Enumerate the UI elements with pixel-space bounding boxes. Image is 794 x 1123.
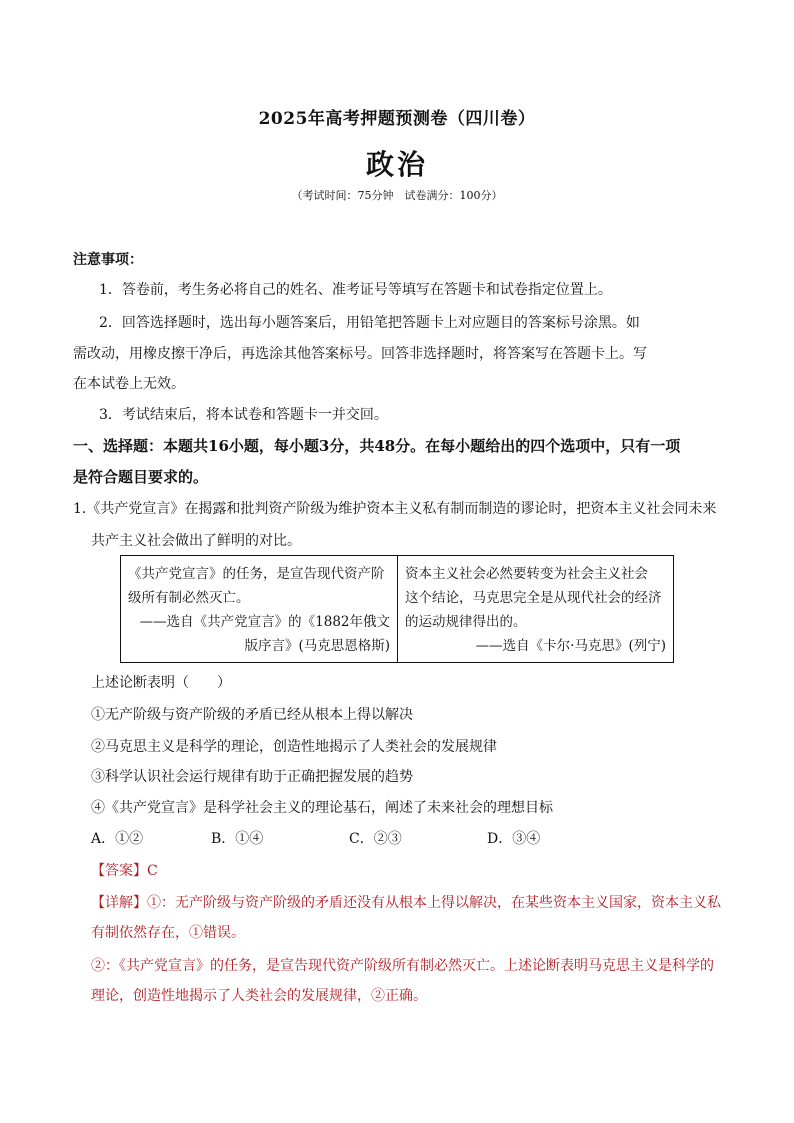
quote-cell-left bbox=[121, 556, 398, 662]
quote-text: 《共产党宣言》的任务，是宣告现代资产阶 bbox=[128, 566, 385, 582]
answer-label: 【答案】C bbox=[91, 863, 158, 879]
question-stem-cont: 共产主义社会做出了鲜明的对比。 bbox=[91, 533, 301, 549]
option-b: B．①④ bbox=[211, 831, 264, 847]
detail-line: 理论，创造性地揭示了人类社会的发展规律，②正确。 bbox=[91, 988, 427, 1004]
notes-line: 3．考试结束后，将本试卷和答题卡一并交回。 bbox=[99, 407, 388, 423]
quote-text: 的运动规律得出的。 bbox=[405, 614, 527, 630]
detail-text: ①：无产阶级与资产阶级的矛盾还没有从根本上得以解决，在某些资本主义国家，资本主义私 bbox=[147, 895, 721, 911]
quote-source: ——选自《卡尔·马克思》(列宁) bbox=[475, 638, 666, 654]
notes-line: 2．回答选择题时，选出每小题答案后，用铅笔把答题卡上对应题目的答案标号涂黑。如 bbox=[99, 315, 640, 331]
exam-meta: （考试时间：75分钟 试卷满分：100分） bbox=[291, 189, 503, 202]
exam-title: 2025年高考押题预测卷（四川卷） bbox=[258, 109, 536, 129]
option-c: C．②③ bbox=[349, 831, 402, 847]
statement-item: ④《共产党宣言》是科学社会主义的理论基石，阐述了未来社会的理想目标 bbox=[91, 800, 553, 816]
detail-line: ②：《共产党宣言》的任务，是宣告现代资产阶级所有制必然灭亡。上述论断表明马克思主义是科学的 bbox=[91, 958, 714, 974]
statement-item: ①无产阶级与资产阶级的矛盾已经从根本上得以解决 bbox=[91, 707, 413, 723]
quote-cell-right bbox=[398, 556, 673, 662]
detail-label: 【详解】 bbox=[91, 895, 147, 911]
statement-item: ②马克思主义是科学的理论，创造性地揭示了人类社会的发展规律 bbox=[91, 739, 497, 755]
quote-table bbox=[120, 555, 674, 663]
quote-text: 级所有制必然灭亡。 bbox=[128, 590, 250, 606]
quote-text: 这个结论，马克思完全是从现代社会的经济 bbox=[405, 590, 662, 606]
section-heading: 一、选择题：本题共16小题，每小题3分，共48分。在每小题给出的四个选项中，只有一项 bbox=[73, 437, 681, 455]
quote-source: ——选自《共产党宣言》的《1882年俄文 bbox=[139, 614, 390, 630]
question-prompt: 上述论断表明（ ） bbox=[91, 675, 231, 691]
notes-line: 1．答卷前，考生务必将自己的姓名、准考证号等填写在答题卡和试卷指定位置上。 bbox=[99, 282, 612, 298]
detail-line: 有制依然存在，①错误。 bbox=[91, 925, 245, 941]
option-d: D．③④ bbox=[487, 831, 541, 847]
statement-item: ③科学认识社会运行规律有助于正确把握发展的趋势 bbox=[91, 769, 413, 785]
notes-line: 需改动，用橡皮擦干净后，再选涂其他答案标号。回答非选择题时，将答案写在答题卡上。写 bbox=[73, 346, 647, 362]
notes-line: 在本试卷上无效。 bbox=[73, 376, 185, 392]
quote-text: 资本主义社会必然要转变为社会主义社会 bbox=[405, 566, 648, 582]
notes-heading: 注意事项： bbox=[73, 252, 143, 268]
section-heading-cont: 是符合题目要求的。 bbox=[73, 468, 209, 486]
question-stem: 1.《共产党宣言》在揭露和批判资产阶级为维护资本主义私有制而制造的谬论时，把资本主义社会同未来 bbox=[73, 501, 717, 517]
quote-source: 版序言》(马克思恩格斯) bbox=[244, 638, 390, 654]
option-a: A．①② bbox=[91, 831, 144, 847]
detail-line bbox=[91, 892, 721, 912]
exam-subject: 政治 bbox=[365, 148, 428, 181]
